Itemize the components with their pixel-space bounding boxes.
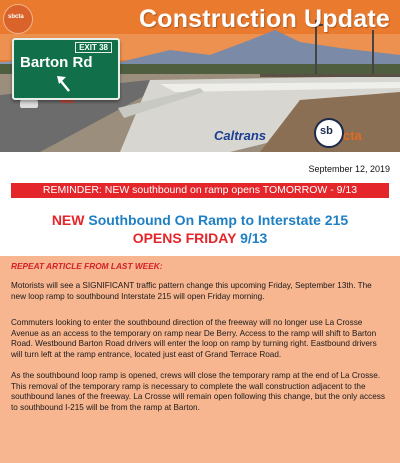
sbcta-corner-logo: sbcta bbox=[3, 4, 33, 34]
exit-number: EXIT 38 bbox=[75, 42, 112, 53]
reminder-banner: REMINDER: NEW southbound on ramp opens TOMORROW - 9/13 bbox=[11, 183, 389, 198]
headline-opens: OPENS FRIDAY bbox=[132, 230, 237, 246]
caltrans-logo: Caltrans bbox=[214, 128, 267, 143]
page-title: Construction Update bbox=[138, 5, 390, 33]
headline-route: Southbound On Ramp to Interstate 215 bbox=[88, 212, 349, 228]
sb-logo: sb bbox=[314, 118, 344, 148]
article-box bbox=[0, 256, 400, 463]
headline-date: 9/13 bbox=[240, 230, 268, 246]
caltrans-mark-icon bbox=[211, 126, 212, 127]
header-banner bbox=[0, 0, 400, 152]
road-name: Barton Rd bbox=[20, 54, 93, 71]
exit-sign bbox=[12, 38, 120, 100]
article-paragraph: As the southbound loop ramp is opened, crews will close the temporary ramp at the end of La Crosse. This removal of the temporary ramp is necessary to complete the wall construction adjacent to the southbound lanes of the freeway. La Crosse will remain open following this change, but the only access to southbound I-215 will be from the ramp at Barton. bbox=[11, 371, 385, 413]
headline-line-2 bbox=[0, 230, 400, 246]
article-paragraph: Commuters looking to enter the southbound direction of the freeway will no longer use La Crosse Avenue as an access to the temporary on ramp near De Berry. Access to the ramp will shift to Barton Road. Westbound Barton Road drivers will enter the loop on ramp by turning right. Eastbound drivers will turn left at the ramp entrance, located just east of Grand Terrace Road. bbox=[11, 318, 377, 360]
headline-line-1 bbox=[0, 212, 400, 228]
issue-date: September 12, 2019 bbox=[308, 164, 390, 174]
headline-new: NEW bbox=[51, 212, 85, 228]
arrow-up-left-icon bbox=[56, 74, 72, 92]
article-paragraph: Motorists will see a SIGNIFICANT traffic pattern change this upcoming Friday, September 13th. The new loop ramp to southbound Interstate 215 will open Friday morning. bbox=[11, 281, 372, 301]
article-kicker: REPEAT ARTICLE FROM LAST WEEK: bbox=[11, 261, 163, 271]
cta-logo-text: cta bbox=[343, 128, 362, 143]
